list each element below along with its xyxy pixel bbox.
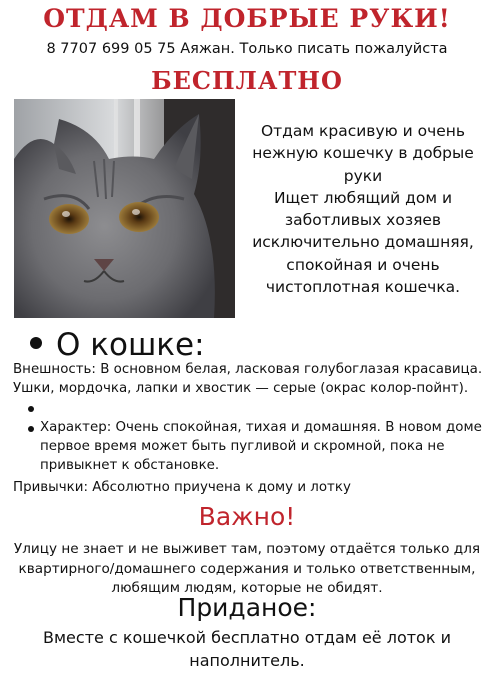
important-line: любящим людям, которые не обидят. xyxy=(111,580,383,596)
page-title: ОТДАМ В ДОБРЫЕ РУКИ! xyxy=(43,4,451,33)
description-line: заботливых хозяев xyxy=(284,211,442,230)
description-line: исключительно домашняя, xyxy=(252,233,474,252)
appearance-line-2: Ушки, мордочка, лапки и хвостик — серые (окрас колор-пойнт). xyxy=(13,381,469,396)
character-line-2: первое время может быть пугливой и скромной, пока не xyxy=(40,439,445,454)
character-line-3: привыкнет к обстановке. xyxy=(40,458,220,473)
character-line-1: Характер: Очень спокойная, тихая и домашняя. В новом доме xyxy=(40,420,482,435)
description-line: руки xyxy=(343,166,383,185)
description-line: чистоплотная кошечка. xyxy=(265,278,461,297)
description-line: Отдам красивую и очень xyxy=(260,122,466,140)
bullet-icon xyxy=(30,337,42,349)
appearance-line-1: Внешность: В основном белая, ласковая голубоглазая красавица. xyxy=(13,362,483,377)
description-line: нежную кошечку в добрые xyxy=(252,144,474,163)
dowry-line: Вместе с кошечкой бесплатно отдам её лоток и xyxy=(43,628,451,647)
cat-photo xyxy=(14,99,235,318)
description xyxy=(240,120,486,298)
important-heading: Важно! xyxy=(198,502,296,531)
habits-line: Привычки: Абсолютно приучена к дому и лотку xyxy=(13,480,351,495)
dowry-heading: Приданое: xyxy=(177,593,317,622)
important-line: Улицу не знает и не выживет там, поэтому отдаётся только для xyxy=(13,541,481,557)
bullet-icon xyxy=(28,426,34,432)
important-line: квартирного/домашнего содержания и только ответственным, xyxy=(18,560,476,577)
dowry-line: наполнитель. xyxy=(189,651,305,670)
about-heading-text: О кошке: xyxy=(56,327,205,363)
free-label: БЕСПЛАТНО xyxy=(151,66,343,95)
important-text xyxy=(0,540,494,599)
bullet-icon xyxy=(28,406,34,412)
dowry-text xyxy=(0,626,494,672)
about-heading xyxy=(30,328,205,362)
description-line: спокойная и очень xyxy=(286,255,440,274)
contact-line: 8 7707 699 05 75 Аяжан. Только писать пожалуйста xyxy=(46,41,448,57)
description-line: Ищет любящий дом и xyxy=(273,188,453,207)
